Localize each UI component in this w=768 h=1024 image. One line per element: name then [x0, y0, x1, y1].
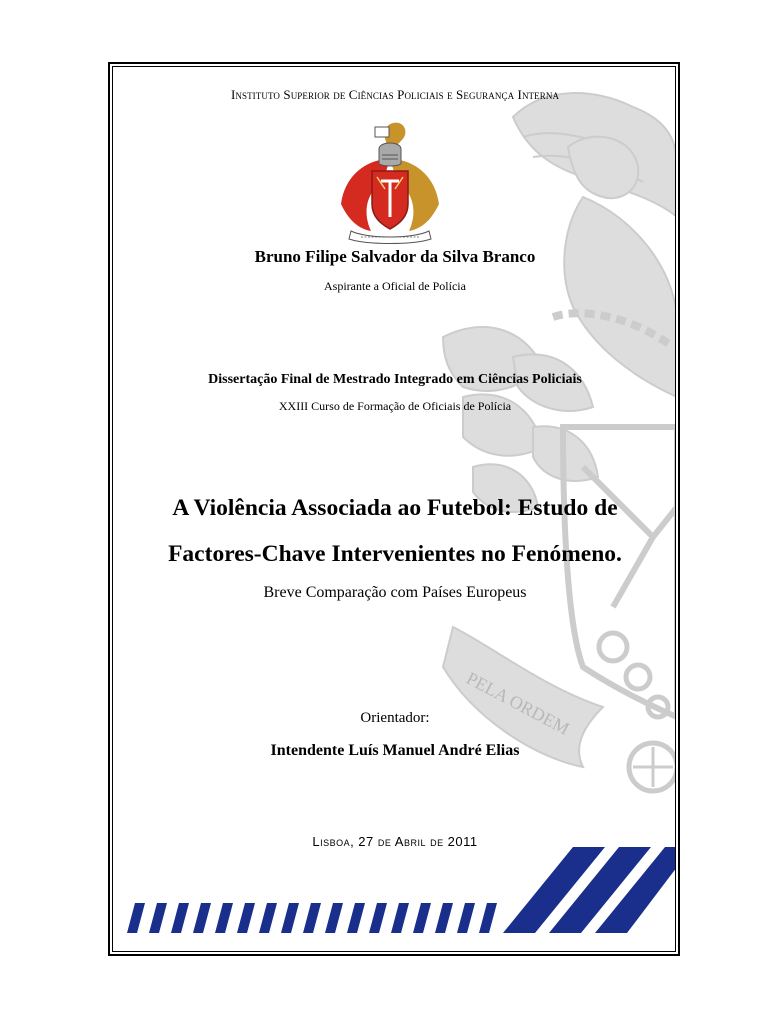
title-page: [112, 66, 676, 952]
advisor-name: Intendente Luís Manuel André Elias: [270, 742, 520, 759]
dissertation-type: Dissertação Final de Mestrado Integrado em Ciências Policiais: [208, 372, 582, 387]
thesis-title-line-2: Factores-Chave Intervenientes no Fenómeno.: [168, 541, 622, 567]
place-date: Lisboa, 27 de Abril de 2011: [312, 834, 478, 849]
decorative-stripes: [113, 67, 676, 952]
institute-name: Instituto Superior de Ciências Policiais e Segurança Interna: [230, 87, 560, 102]
author-name: Bruno Filipe Salvador da Silva Branco: [254, 247, 536, 266]
advisor-label: Orientador:: [360, 710, 430, 726]
thesis-title-line-1: A Violência Associada ao Futebol: Estudo de: [172, 495, 618, 521]
thesis-subtitle: Breve Comparação com Países Europeus: [263, 584, 527, 601]
watermark-motto: PELA ORDEM: [463, 667, 573, 739]
course-name: XXIII Curso de Formação de Oficiais de Polícia: [278, 399, 512, 413]
author-rank: Aspirante a Oficial de Polícia: [324, 279, 466, 293]
